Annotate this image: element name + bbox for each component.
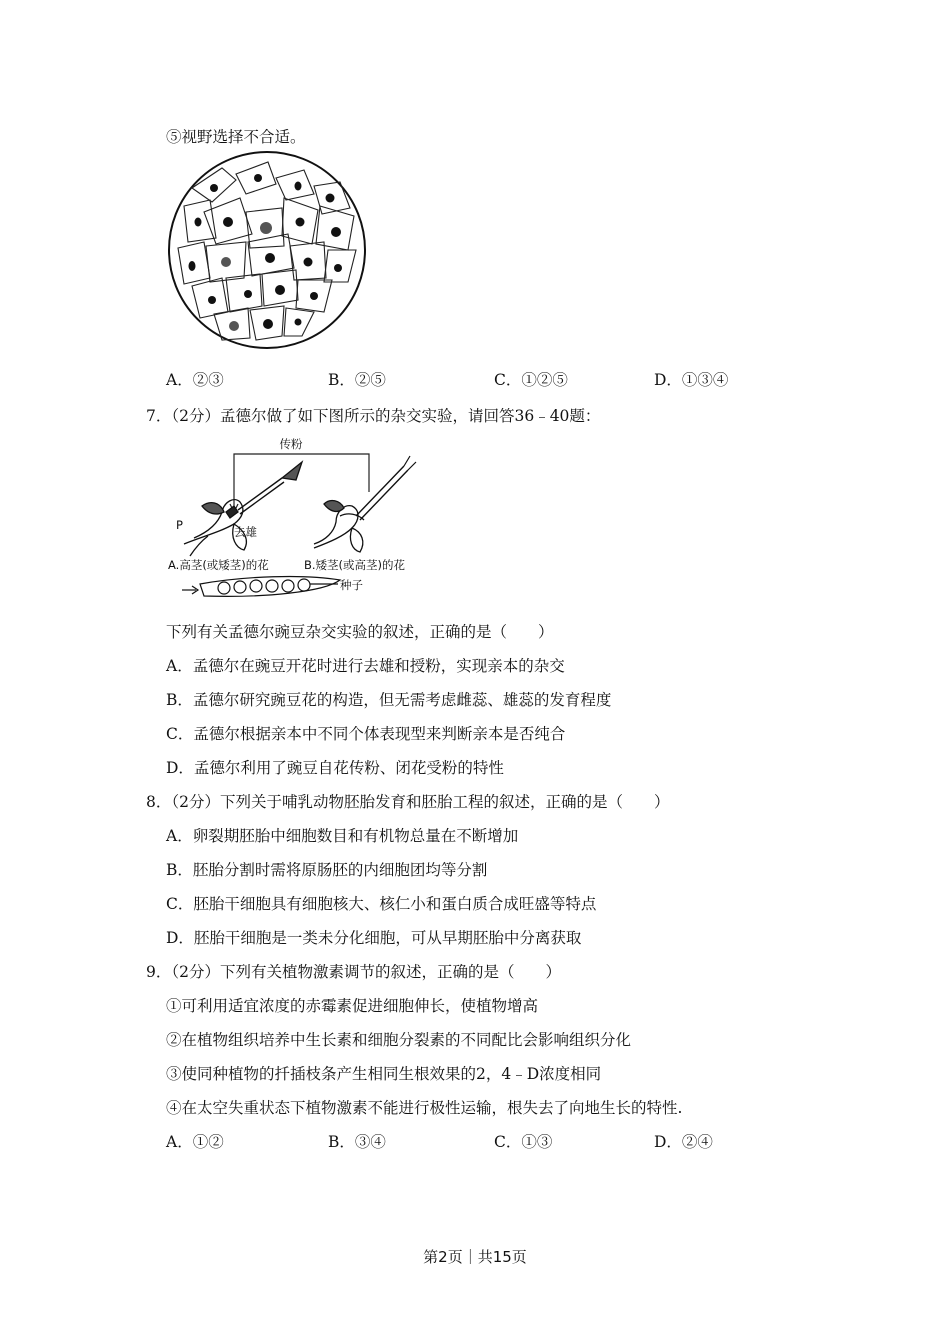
- q7-choice-d: D．孟德尔利用了豌豆自花传粉、闭花受粉的特性: [166, 759, 504, 777]
- label-pollination: 传粉: [279, 437, 303, 451]
- q6-option-b: B．②⑤: [328, 371, 386, 389]
- q9-option-d: D．②④: [654, 1133, 713, 1151]
- q6-option-d: D．①③④: [654, 371, 729, 389]
- q7-stem: 7．（2分）孟德尔做了如下图所示的杂交实验，请回答36﹣40题：: [146, 407, 601, 425]
- q7-question: 下列有关孟德尔豌豆杂交实验的叙述，正确的是（ ）: [166, 623, 554, 641]
- q9-option-a: A．①②: [166, 1133, 224, 1151]
- label-p: P: [176, 518, 183, 532]
- label-flower-a: A.高茎(或矮茎)的花: [168, 558, 269, 572]
- q6-option-a: A．②③: [166, 371, 224, 389]
- label-emasculation: 去雄: [234, 525, 257, 539]
- q9-item-3: ③使同种植物的扦插枝条产生相同生根效果的2，4﹣D浓度相同: [166, 1065, 602, 1083]
- q8-stem: 8．（2分）下列关于哺乳动物胚胎发育和胚胎工程的叙述，正确的是（ ）: [146, 793, 670, 811]
- mendel-cross-figure: [164, 432, 424, 610]
- q9-option-b: B．③④: [328, 1133, 386, 1151]
- q8-choice-c: C．胚胎干细胞具有细胞核大、核仁小和蛋白质合成旺盛等特点: [166, 895, 597, 913]
- label-flower-b: B.矮茎(或高茎)的花: [304, 558, 406, 572]
- page-footer: 第2页｜共15页: [423, 1248, 527, 1266]
- label-seed: 种子: [340, 578, 363, 592]
- q7-choice-a: A．孟德尔在豌豆开花时进行去雄和授粉，实现亲本的杂交: [166, 657, 565, 675]
- q8-choice-a: A．卵裂期胚胎中细胞数目和有机物总量在不断增加: [166, 827, 519, 845]
- q6-item-5: ⑤视野选择不合适。: [166, 128, 306, 146]
- q8-choice-d: D．胚胎干细胞是一类未分化细胞，可从早期胚胎中分离获取: [166, 929, 582, 947]
- cell-microscope-figure: [164, 150, 370, 350]
- q9-item-1: ①可利用适宜浓度的赤霉素促进细胞伸长，使植物增高: [166, 997, 539, 1015]
- q7-choice-b: B．孟德尔研究豌豆花的构造，但无需考虑雌蕊、雄蕊的发育程度: [166, 691, 612, 709]
- q8-choice-b: B．胚胎分割时需将原肠胚的内细胞团均等分割: [166, 861, 488, 879]
- q9-item-4: ④在太空失重状态下植物激素不能进行极性运输，根失去了向地生长的特性.: [166, 1099, 683, 1117]
- q7-choice-c: C．孟德尔根据亲本中不同个体表现型来判断亲本是否纯合: [166, 725, 566, 743]
- q9-item-2: ②在植物组织培养中生长素和细胞分裂素的不同配比会影响组织分化: [166, 1031, 632, 1049]
- q9-option-c: C．①③: [494, 1133, 553, 1151]
- q9-stem: 9．（2分）下列有关植物激素调节的叙述，正确的是（ ）: [146, 963, 561, 981]
- q6-option-c: C．①②⑤: [494, 371, 568, 389]
